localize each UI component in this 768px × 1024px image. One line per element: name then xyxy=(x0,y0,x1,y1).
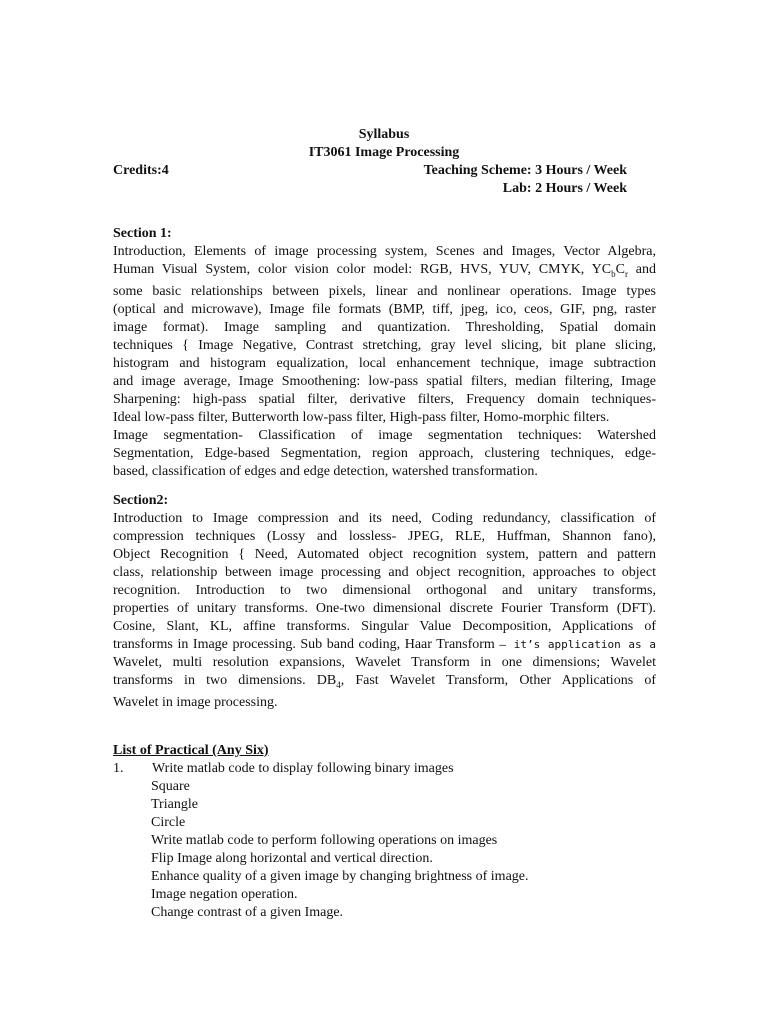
section2-heading: Section2: xyxy=(113,493,169,508)
practical-item: Image negation operation. xyxy=(151,887,298,902)
section2-line: Introduction to Image compression and its need, Coding redundancy, classification of xyxy=(113,511,656,526)
section1-line: (optical and microwave), Image file formats (BMP, tiff, jpeg, ico, ceos, GIF, png, raster xyxy=(113,301,656,317)
course-title: IT3061 Image Processing xyxy=(308,145,460,160)
practical-item: Flip Image along horizontal and vertical direction. xyxy=(151,851,433,866)
section2-line-haar: transforms in Image processing. Sub band coding, Haar Transform – it’s application as a xyxy=(113,637,656,652)
section1-line: techniques { Image Negative, Contrast stretching, gray level slicing, bit plane slicing, xyxy=(113,337,656,353)
credits-row xyxy=(113,162,627,180)
practical-item: Change contrast of a given Image. xyxy=(151,905,344,920)
page-title: Syllabus xyxy=(358,127,410,142)
section2-line: compression techniques (Lossy and lossless- JPEG, RLE, Huffman, Shannon fano), xyxy=(113,529,656,544)
lab-hours: Lab: 2 Hours / Week xyxy=(502,181,627,196)
section2-line: recognition. Introduction to two dimensional orthogonal and unitary transforms, xyxy=(113,583,656,598)
section2-body xyxy=(113,510,656,712)
section1-body xyxy=(113,243,656,481)
section1-line: some basic relationships between pixels, linear and nonlinear operations. Image types xyxy=(113,283,656,299)
section2-line: properties of unitary transforms. One-two dimensional discrete Fourier Transform (DFT). xyxy=(113,601,656,616)
section1-line-ycbcr: Human Visual System, color vision color model: RGB, HVS, YUV, CMYK, $YC_bC_r$ and xyxy=(113,262,656,279)
teaching-scheme: Teaching Scheme: 3 Hours / Week xyxy=(423,163,627,178)
section2-line: Cosine, Slant, KL, affine transforms. Singular Value Decomposition, Applications of xyxy=(113,619,656,634)
section1-line: Image segmentation- Classification of image segmentation techniques: Watershed xyxy=(113,427,656,443)
section1-line: image format). Image sampling and quantization. Thresholding, Spatial domain xyxy=(113,319,656,335)
section1-line: Ideal low-pass filter, Butterworth low-pass filter, High-pass filter, Homo-morphic filters. xyxy=(113,409,610,425)
section2-line: class, relationship between image processing and object recognition, approaches to object xyxy=(113,565,656,580)
section2-line: Wavelet in image processing. xyxy=(113,694,278,710)
practical-item: Circle xyxy=(151,815,186,830)
practicals-heading: List of Practical (Any Six) xyxy=(113,743,269,758)
section1-heading: Section 1: xyxy=(113,226,172,241)
practical-item: Enhance quality of a given image by changing brightness of image. xyxy=(151,869,529,884)
practical-item: Write matlab code to perform following operations on images xyxy=(151,833,498,848)
section2-line: Object Recognition { Need, Automated object recognition system, pattern and pattern xyxy=(113,547,656,562)
section2-line-db4: transforms in two dimensions. $DB_4$, Fast Wavelet Transform, Other Applications of xyxy=(113,673,656,690)
section1-line: Sharpening: high-pass spatial filter, derivative filters, Frequency domain techniques- xyxy=(113,391,656,407)
section2-line: Wavelet, multi resolution expansions, Wavelet Transform in one dimensions; Wavelet xyxy=(113,655,656,670)
section1-line: Introduction, Elements of image processing system, Scenes and Images, Vector Algebra, xyxy=(113,244,656,259)
credits-label: Credits:4 xyxy=(113,163,169,178)
practical-number: 1. xyxy=(113,761,124,776)
section1-line: and image average, Image Smoothening: low-pass spatial filters, median filtering, Image xyxy=(113,373,656,389)
practical-item: Triangle xyxy=(151,797,198,812)
practical-item: Square xyxy=(151,779,190,794)
section1-line: based, classification of edges and edge detection, watershed transformation. xyxy=(113,463,538,479)
section1-line: Segmentation, Edge-based Segmentation, region approach, clustering techniques, edge- xyxy=(113,445,656,461)
section1-line: histogram and histogram equalization, local enhancement technique, image subtraction xyxy=(113,355,656,371)
practical-item: Write matlab code to display following binary images xyxy=(152,761,454,776)
